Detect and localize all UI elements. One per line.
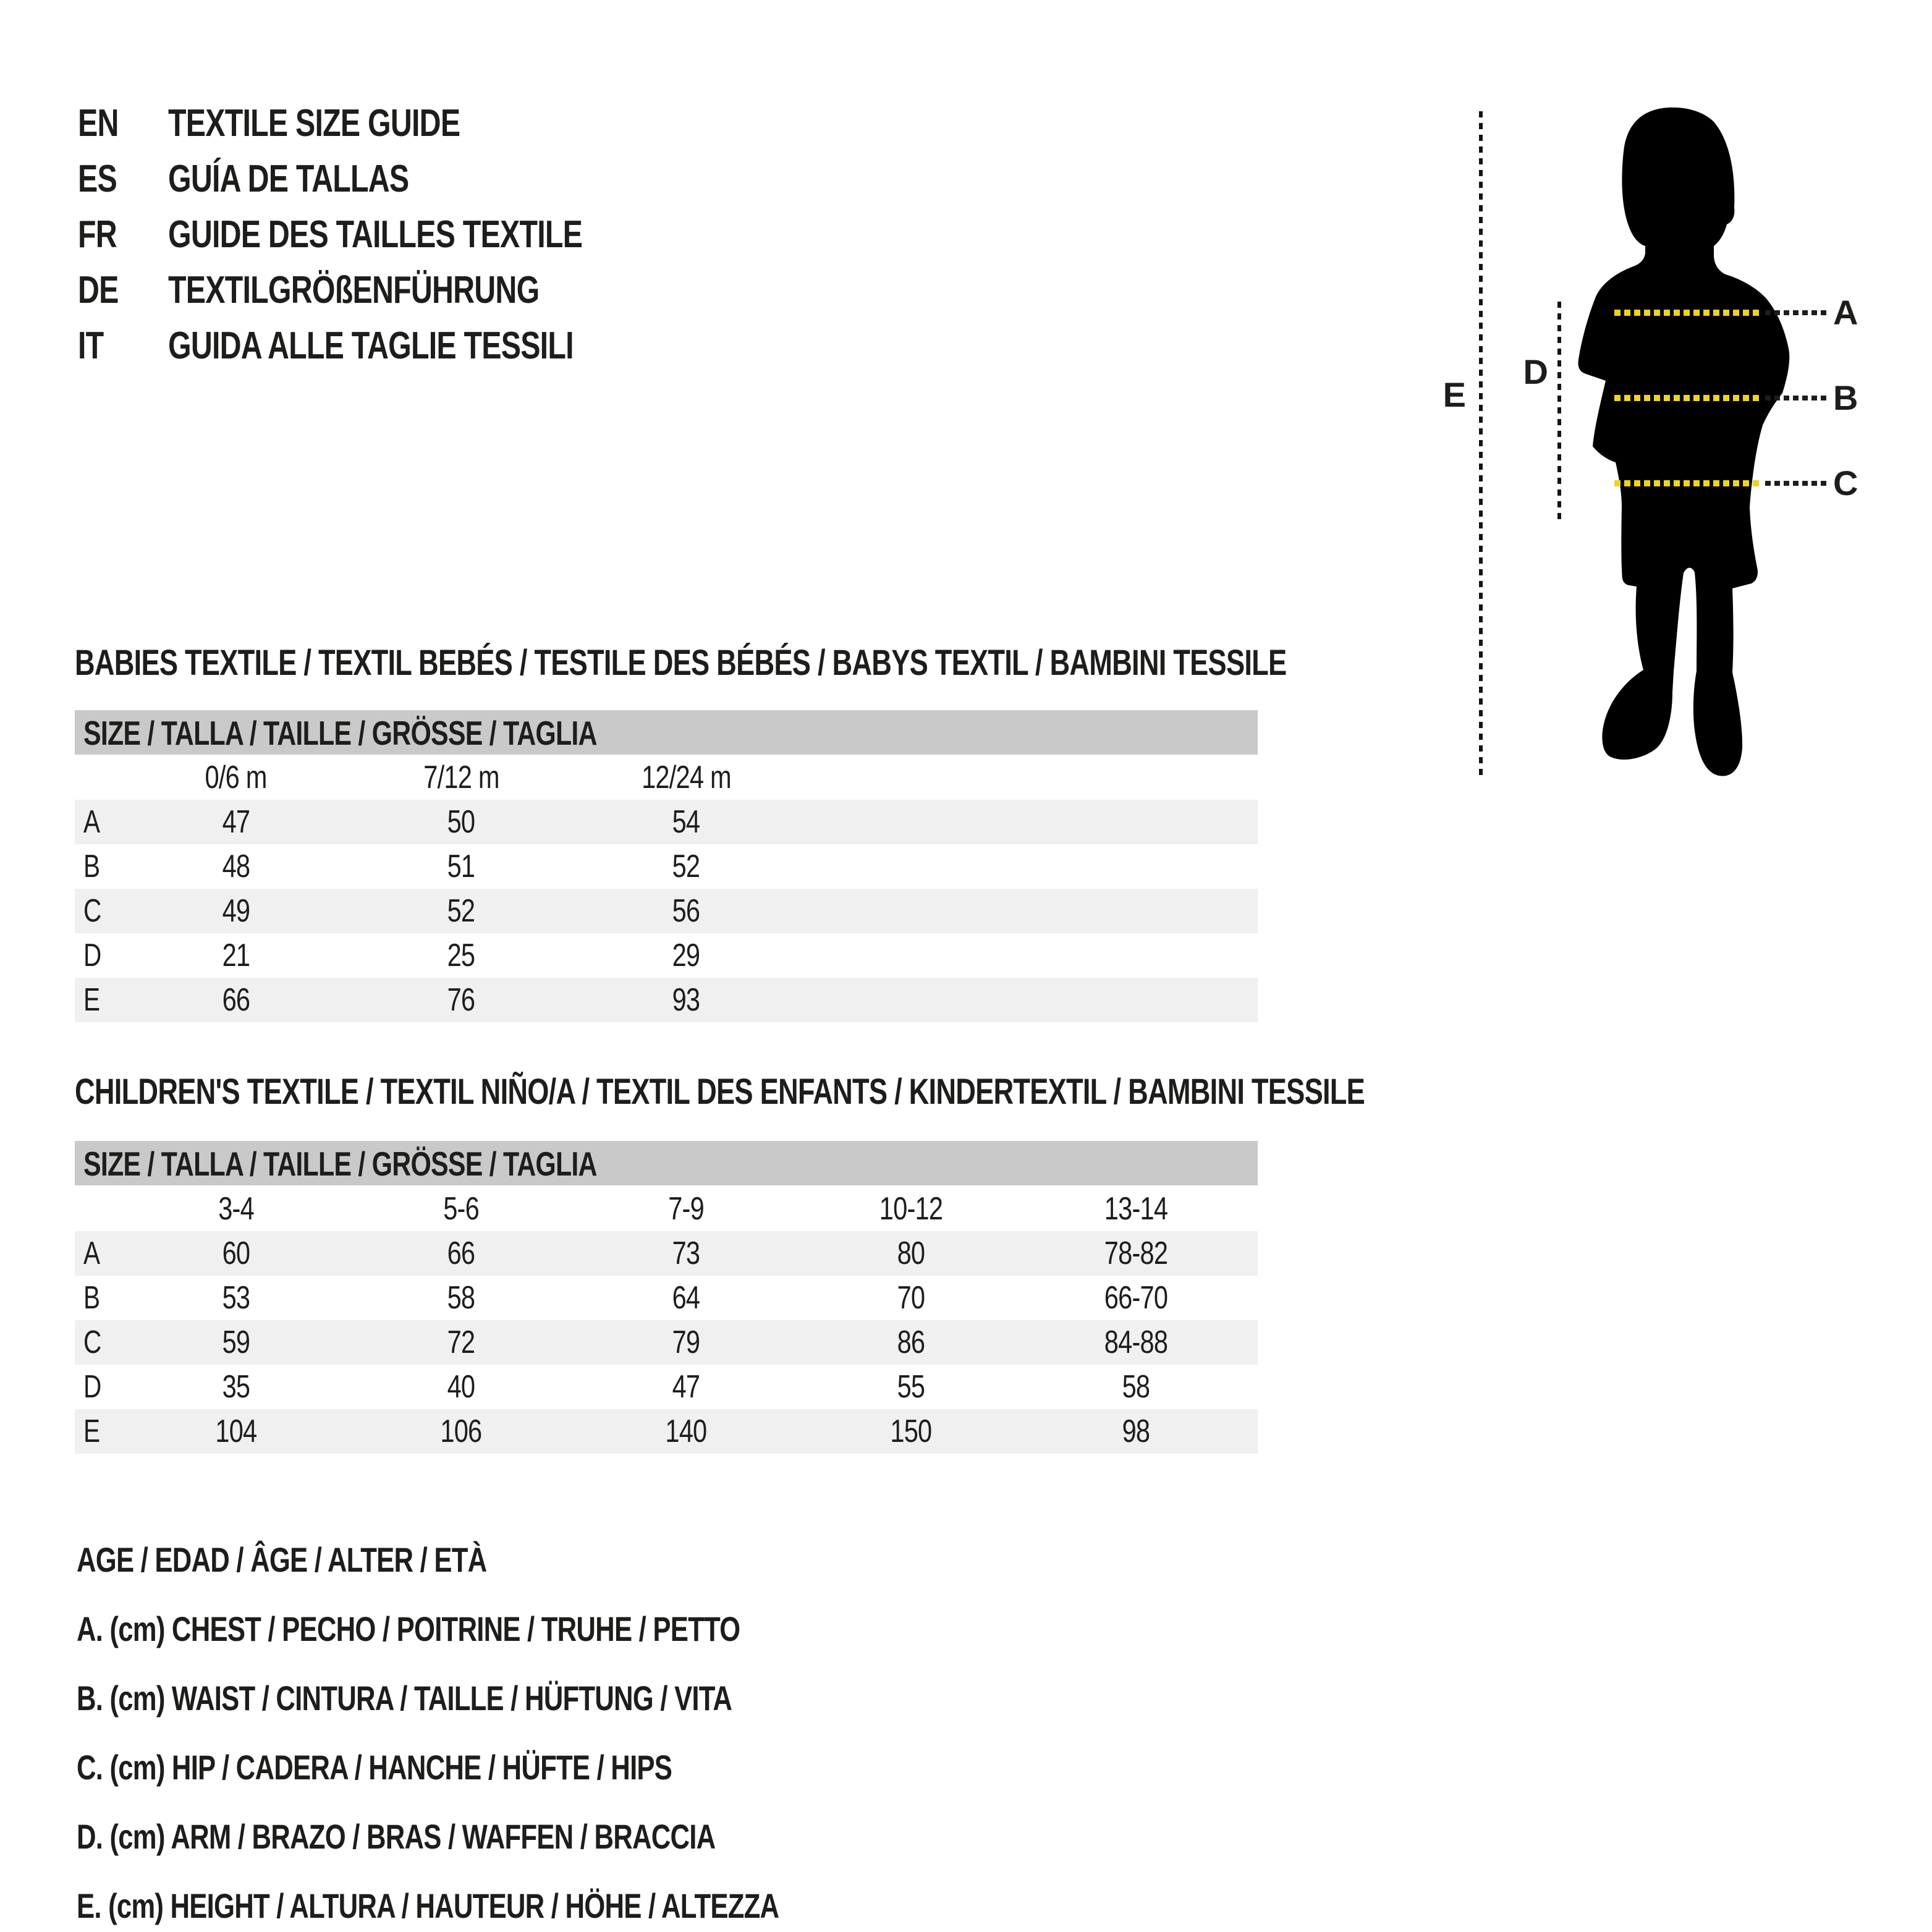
table-cell: 64 (672, 1280, 700, 1316)
language-title: TEXTILE SIZE GUIDE (168, 102, 460, 145)
waist-dash-line (1614, 395, 1759, 401)
table-cell: 35 (222, 1369, 250, 1405)
row-label: C (83, 893, 101, 929)
table-cell: 54 (672, 804, 700, 840)
table-row (75, 1231, 1258, 1276)
language-row-it (0, 318, 1360, 374)
table-cell: 52 (447, 893, 475, 929)
table-cell: 47 (672, 1369, 700, 1405)
children-section-title: CHILDREN'S TEXTILE / TEXTIL NIÑO/A / TEXTIL DES ENFANTS / KINDERTEXTIL / BAMBINI TESSILE (75, 1072, 1365, 1112)
language-row-es (0, 151, 1360, 207)
table-cell: 51 (447, 849, 475, 884)
table-cell: 40 (447, 1369, 475, 1405)
table-row (75, 933, 1258, 978)
table-cell: 66 (222, 982, 250, 1018)
row-label: A (83, 1235, 100, 1271)
legend-row-arm: D. (cm) ARM / BRAZO / BRAS / WAFFEN / BRACCIA (77, 1817, 716, 1856)
row-label: E (83, 1413, 100, 1449)
table-cell: 93 (672, 982, 700, 1018)
figure-label-waist: B (1833, 378, 1858, 417)
row-label: E (83, 982, 100, 1018)
language-code: EN (78, 102, 119, 145)
table-cell: 25 (447, 938, 475, 973)
table-cell: 29 (672, 938, 700, 973)
language-title: GUIDA ALLE TAGLIE TESSILI (168, 324, 574, 367)
chest-leader-line (1765, 310, 1828, 315)
figure-label-chest: A (1833, 293, 1858, 332)
table-row (75, 800, 1258, 844)
table-cell: 21 (222, 938, 250, 973)
row-label: D (83, 938, 101, 973)
column-header: 10-12 (879, 1191, 943, 1227)
figure-label-arm: D (1523, 352, 1548, 391)
table-cell: 60 (222, 1235, 250, 1271)
row-label: B (83, 849, 100, 884)
table-cell: 55 (897, 1369, 925, 1405)
column-header: 12/24 m (641, 760, 731, 795)
language-row-en (0, 96, 1360, 151)
legend-row-chest: A. (cm) CHEST / PECHO / POITRINE / TRUHE / PETTO (77, 1609, 740, 1648)
table-cell: 106 (440, 1413, 482, 1449)
row-label: A (83, 804, 100, 840)
babies-size-table (75, 710, 1258, 1025)
babies-size-header-bar: SIZE / TALLA / TAILLE / GRÖSSE / TAGLIA (75, 710, 1258, 755)
table-cell: 80 (897, 1235, 925, 1271)
table-cell: 84-88 (1104, 1324, 1168, 1360)
language-title: GUIDE DES TAILLES TEXTILE (168, 213, 583, 256)
column-header: 0/6 m (205, 760, 268, 795)
table-row (75, 978, 1258, 1022)
column-header: 5-6 (443, 1191, 479, 1227)
hip-dash-line (1614, 480, 1759, 486)
table-cell: 50 (447, 804, 475, 840)
legend-row-waist: B. (cm) WAIST / CINTURA / TAILLE / HÜFTUNG / VITA (77, 1679, 732, 1718)
row-label: C (83, 1324, 101, 1360)
table-cell: 140 (665, 1413, 707, 1449)
chest-dash-line (1614, 310, 1759, 316)
table-row (75, 889, 1258, 933)
table-cell: 76 (447, 982, 475, 1018)
babies-section-title: BABIES TEXTILE / TEXTIL BEBÉS / TESTILE DES BÉBÉS / BABYS TEXTIL / BAMBINI TESSILE (75, 643, 1287, 683)
language-code: FR (78, 213, 117, 256)
table-row (75, 844, 1258, 889)
figure-label-height: E (1443, 375, 1466, 414)
table-cell: 47 (222, 804, 250, 840)
column-header: 7/12 m (423, 760, 499, 795)
language-title: GUÍA DE TALLAS (168, 158, 409, 200)
children-size-header-bar: SIZE / TALLA / TAILLE / GRÖSSE / TAGLIA (75, 1141, 1258, 1185)
column-header: 7-9 (668, 1191, 704, 1227)
table-cell: 49 (222, 893, 250, 929)
figure-label-hip: C (1833, 464, 1858, 502)
legend-row-age: AGE / EDAD / ÂGE / ALTER / ETÀ (77, 1540, 487, 1579)
babies-column-header-row (75, 755, 1258, 800)
table-cell: 56 (672, 893, 700, 929)
hip-leader-line (1765, 481, 1828, 486)
table-cell: 48 (222, 849, 250, 884)
row-label: B (83, 1280, 100, 1316)
language-code: DE (78, 269, 119, 311)
column-header: 13-14 (1104, 1191, 1168, 1227)
table-row (75, 1365, 1258, 1409)
arm-measure-line (1557, 302, 1561, 520)
legend-row-hip: C. (cm) HIP / CADERA / HANCHE / HÜFTE / HIPS (77, 1748, 672, 1787)
table-row (75, 1276, 1258, 1320)
table-cell: 58 (1122, 1369, 1150, 1405)
language-row-de (0, 263, 1360, 318)
language-title: TEXTILGRÖßENFÜHRUNG (168, 269, 540, 311)
table-cell: 86 (897, 1324, 925, 1360)
row-label: D (83, 1369, 101, 1405)
table-cell: 104 (215, 1413, 257, 1449)
table-cell: 79 (672, 1324, 700, 1360)
table-cell: 73 (672, 1235, 700, 1271)
children-size-table (75, 1141, 1258, 1456)
table-cell: 72 (447, 1324, 475, 1360)
table-cell: 70 (897, 1280, 925, 1316)
table-cell: 78-82 (1104, 1235, 1168, 1271)
legend-row-height: E. (cm) HEIGHT / ALTURA / HAUTEUR / HÖHE / ALTEZZA (77, 1886, 779, 1925)
table-cell: 66 (447, 1235, 475, 1271)
table-cell: 66-70 (1104, 1280, 1168, 1316)
table-cell: 150 (890, 1413, 932, 1449)
table-row (75, 1409, 1258, 1454)
waist-leader-line (1765, 396, 1828, 400)
table-cell: 52 (672, 849, 700, 884)
language-code: ES (78, 158, 117, 200)
table-cell: 58 (447, 1280, 475, 1316)
table-cell: 53 (222, 1280, 250, 1316)
language-row-fr (0, 207, 1360, 263)
table-cell: 98 (1122, 1413, 1150, 1449)
column-header: 3-4 (218, 1191, 254, 1227)
table-row (75, 1320, 1258, 1365)
language-code: IT (78, 324, 104, 367)
table-cell: 59 (222, 1324, 250, 1360)
children-column-header-row (75, 1187, 1258, 1231)
